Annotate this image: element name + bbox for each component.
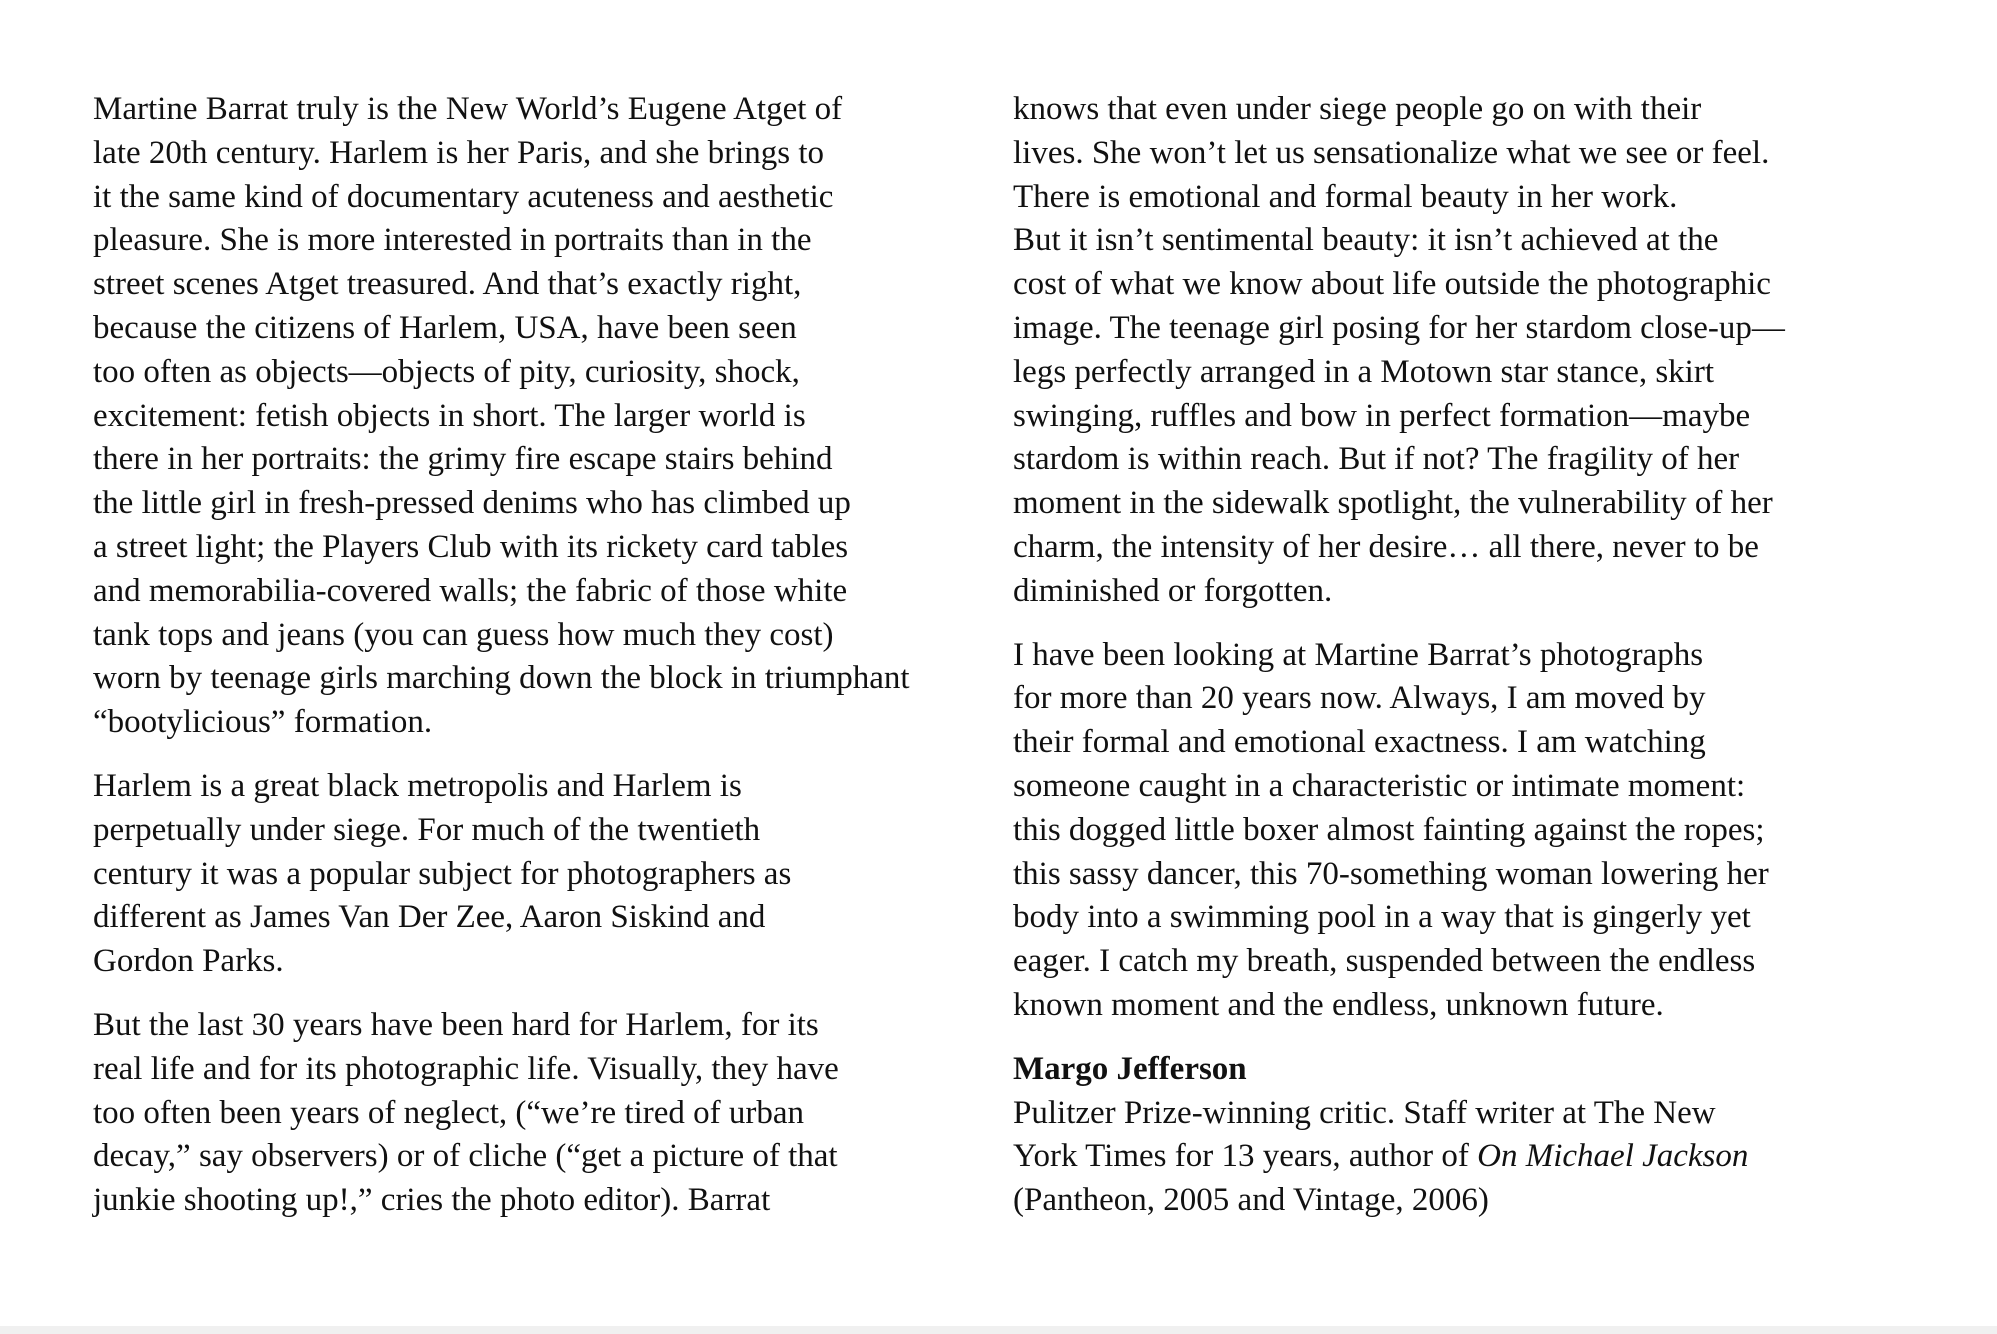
text-line: too often as objects—objects of pity, curiosity, shock, xyxy=(93,353,800,390)
text-line: street scenes Atget treasured. And that’s exactly right, xyxy=(93,266,802,303)
text-line: image. The teenage girl posing for her stardom close-up— xyxy=(1013,309,1785,346)
paragraph-looking-at-photographs xyxy=(1013,634,1913,1028)
text-line: pleasure. She is more interested in portraits than in the xyxy=(93,222,812,259)
text-line: legs perfectly arranged in a Motown star stance, skirt xyxy=(1013,353,1715,390)
page-bottom-edge xyxy=(0,1326,1997,1334)
author-block xyxy=(1013,1048,1913,1223)
text-line: But the last 30 years have been hard for Harlem, for its xyxy=(93,1006,819,1043)
text-line: their formal and emotional exactness. I am watching xyxy=(1013,724,1706,761)
text-line: There is emotional and formal beauty in her work. xyxy=(1013,178,1678,215)
text-line: because the citizens of Harlem, USA, have been seen xyxy=(93,309,797,346)
text-line: cost of what we know about life outside the photographic xyxy=(1013,266,1771,303)
text-line: a street light; the Players Club with its rickety card tables xyxy=(93,528,849,565)
text-line: this dogged little boxer almost fainting against the ropes; xyxy=(1013,811,1765,848)
text-line: lives. She won’t let us sensationalize what we see or feel. xyxy=(1013,134,1770,171)
paragraph-under-siege xyxy=(1013,88,1913,614)
author-bio xyxy=(1013,1092,1913,1223)
paragraph-metropolis xyxy=(93,765,1033,984)
text-line: the little girl in fresh-pressed denims who has climbed up xyxy=(93,485,851,522)
right-column xyxy=(1013,88,1913,1223)
text-line: century it was a popular subject for photographers as xyxy=(93,855,792,892)
text-line: and memorabilia-covered walls; the fabric of those white xyxy=(93,572,848,609)
left-column xyxy=(93,88,1033,1243)
book-title: On Michael Jackson xyxy=(1477,1138,1749,1175)
text-line: moment in the sidewalk spotlight, the vulnerability of her xyxy=(1013,485,1773,522)
author-bio-line xyxy=(1013,1135,1913,1179)
text-line: real life and for its photographic life. Visually, they have xyxy=(93,1050,839,1087)
text-line: I have been looking at Martine Barrat’s photographs xyxy=(1013,636,1704,673)
text-line: charm, the intensity of her desire… all there, never to be xyxy=(1013,528,1759,565)
text-line: Harlem is a great black metropolis and Harlem is xyxy=(93,767,742,804)
author-name: Margo Jefferson xyxy=(1013,1050,1247,1087)
paragraph-atget xyxy=(93,88,1033,745)
text-line: Martine Barrat truly is the New World’s Eugene Atget of xyxy=(93,91,843,127)
author-bio-line: (Pantheon, 2005 and Vintage, 2006) xyxy=(1013,1182,1489,1219)
text-line: perpetually under siege. For much of the twentieth xyxy=(93,811,761,848)
text-line: tank tops and jeans (you can guess how much they cost) xyxy=(93,616,834,653)
text-line: junkie shooting up!,” cries the photo editor). Barrat xyxy=(93,1182,771,1219)
text-line: decay,” say observers) or of cliche (“get a picture of that xyxy=(93,1138,838,1175)
text-line: stardom is within reach. But if not? The fragility of her xyxy=(1013,441,1740,478)
text-line: knows that even under siege people go on with their xyxy=(1013,91,1702,127)
text-line: there in her portraits: the grimy fire escape stairs behind xyxy=(93,441,833,478)
text-line: known moment and the endless, unknown future. xyxy=(1013,986,1664,1023)
text-line: “bootylicious” formation. xyxy=(93,704,433,741)
text-line: diminished or forgotten. xyxy=(1013,572,1333,609)
text-line: different as James Van Der Zee, Aaron Siskind and xyxy=(93,899,766,936)
text-line: worn by teenage girls marching down the block in triumphant xyxy=(93,660,910,697)
author-bio-line: Pulitzer Prize-winning critic. Staff writer at The New xyxy=(1013,1094,1716,1131)
text-line: it the same kind of documentary acuteness and aesthetic xyxy=(93,178,834,215)
text-line: someone caught in a characteristic or intimate moment: xyxy=(1013,767,1746,804)
text-line: Gordon Parks. xyxy=(93,943,284,980)
text-line: late 20th century. Harlem is her Paris, and she brings to xyxy=(93,134,825,171)
text-line: body into a swimming pool in a way that is gingerly yet xyxy=(1013,899,1751,936)
text-line: But it isn’t sentimental beauty: it isn’t achieved at the xyxy=(1013,222,1719,259)
text-line: too often been years of neglect, (“we’re tired of urban xyxy=(93,1094,804,1131)
text-line: swinging, ruffles and bow in perfect formation—maybe xyxy=(1013,397,1751,434)
author-bio-text: York Times for 13 years, author of xyxy=(1013,1138,1478,1175)
text-line: eager. I catch my breath, suspended between the endless xyxy=(1013,943,1756,980)
text-line: excitement: fetish objects in short. The larger world is xyxy=(93,397,806,434)
text-line: for more than 20 years now. Always, I am moved by xyxy=(1013,680,1706,717)
paragraph-last-30-years xyxy=(93,1004,1033,1223)
text-line: this sassy dancer, this 70-something woman lowering her xyxy=(1013,855,1769,892)
